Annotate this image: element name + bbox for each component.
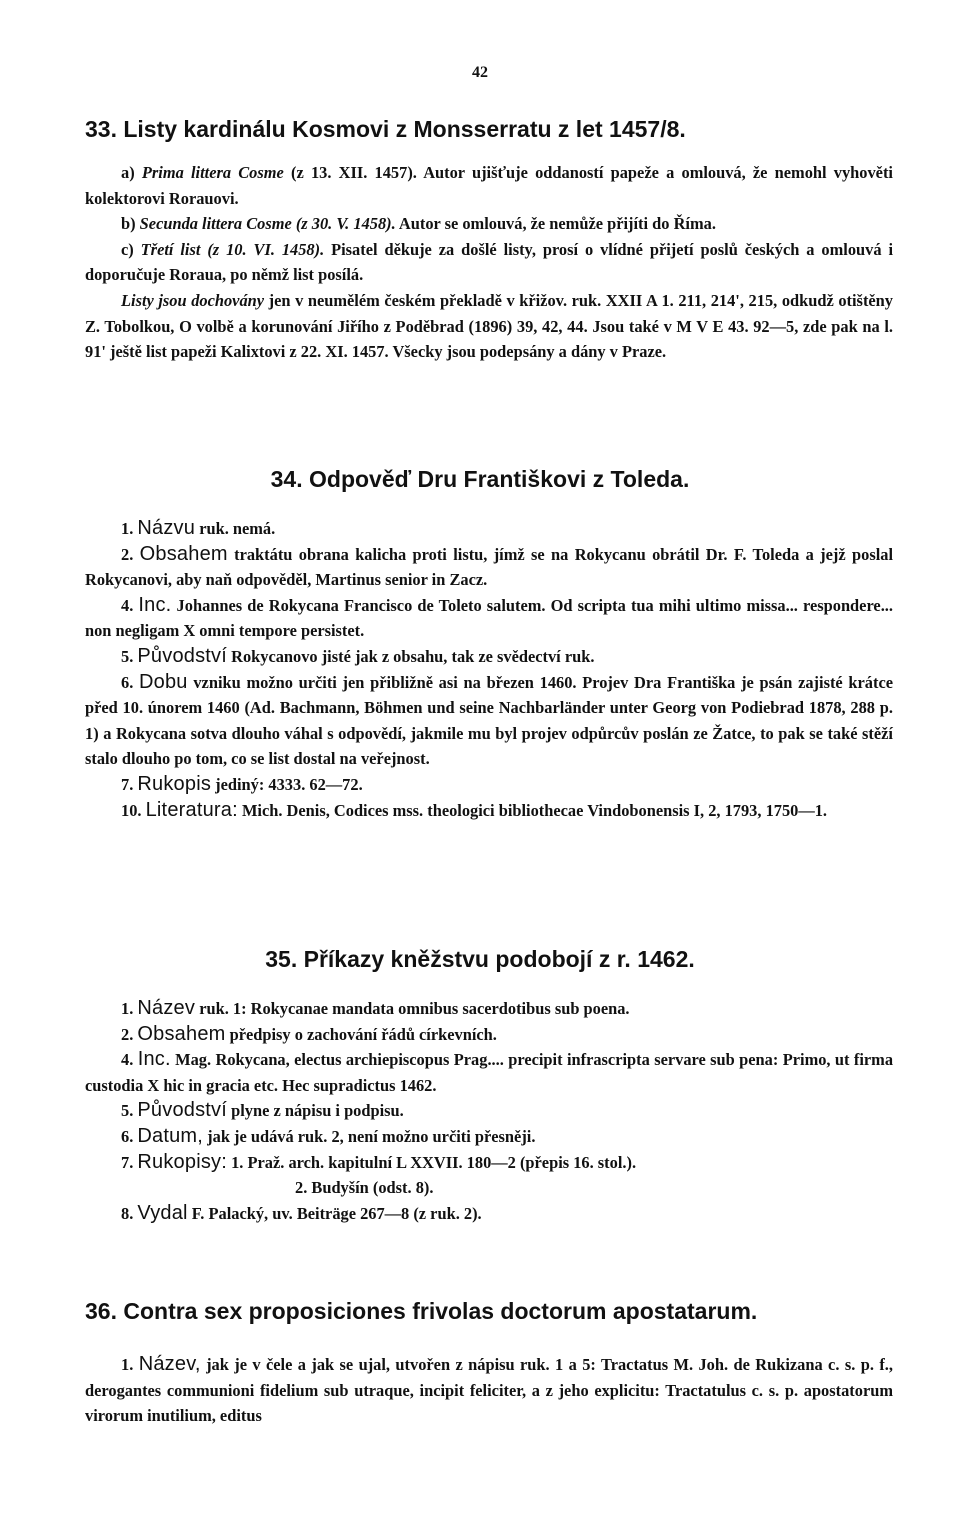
list-item: 6. Dobu vzniku možno určiti jen přibližně asi na březen 1460. Projev Dra Františka je psán zajisté krátce před 10. únorem 1460 (Ad. Bachmann, Böhmen und seine Nachbarländer unter Georg von Podiebrad 1878, 288 p. 1) a Rokycana sotva dlouho váhal s odpovědí, jakmile mu byl projev odpůrcův poslán ze Žatce, to pak se také stěží stalo dlouho po tom, co se list dostal na veřejnost. — [85, 670, 893, 769]
list-item: 8. Vydal F. Palacký, uv. Beiträge 267—8 (z ruk. 2). — [121, 1201, 482, 1224]
list-item: 2. Obsahem předpisy o zachování řádů církevních. — [121, 1022, 497, 1045]
list-item: 4. Inc. Johannes de Rokycana Francisco de Toleto salutem. Od scripta tua mihi ultimo missa... respondere... non negligam X omni tempore persistet. — [85, 593, 893, 641]
page-number: 42 — [472, 64, 488, 81]
list-item: 10. Literatura: Mich. Denis, Codices mss. theologici bibliothecae Vindobonensis I, 2, 1793, 1750—1. — [121, 798, 828, 821]
section-34-body — [85, 516, 893, 823]
list-item: 1. Názvu ruk. nemá. — [121, 517, 276, 539]
paragraph-note: Listy jsou dochovány jen v neumělém českém překladě v křižov. ruk. XXII A 1. 211, 214', 215, odkudž otištěny Z. Tobolkou, O volbě a korunování Jiřího z Poděbrad (1896) 39, 42, 44. Jsou také v M V E 43. 92—5, zde pak na l. 91' ještě list papeži Kalixtovi z 22. XI. 1457. Všecky jsou podepsány a dány v Praze. — [85, 290, 893, 362]
section-34-heading: 34. Odpověď Dru Františkovi z Toleda. — [270, 466, 690, 492]
section-35-body — [85, 996, 893, 1226]
list-item: 7. Rukopisy: 1. Praž. arch. kapitulní L XXVII. 180—2 (přepis 16. stol.). — [121, 1150, 637, 1173]
list-item: 5. Původství Rokycanovo jisté jak z obsahu, tak ze svědectví ruk. — [121, 644, 595, 667]
list-item: 1. Název, jak je v čele a jak se ujal, utvořen z nápisu ruk. 1 a 5: Tractatus M. Joh. de Rukizana c. s. p. f., derogantes communioni fidelium sub utraque, incipit feliciter, a z jeho explicitu: Tractatulus c. s. p. apostatorum virorum inutilium, editus — [85, 1353, 893, 1426]
list-item: 4. Inc. Mag. Rokycana, electus archiepiscopus Prag.... precipit infrascripta servare sub pena: Primo, ut firma custodia X hic in gracia etc. Hec supradictus 1462. — [85, 1048, 894, 1095]
section-36-heading: 36. Contra sex proposiciones frivolas doctorum apostatarum. — [85, 1298, 758, 1324]
section-36-body — [85, 1352, 893, 1429]
paragraph-c: c) Třetí list (z 10. VI. 1458). Pisatel děkuje za došlé listy, prosí o vlídné přijetí poslů českých a omlouvá i doporučuje Roraua, po němž list posílá. — [85, 239, 893, 285]
paragraph-a: a) Prima littera Cosme (z 13. XII. 1457). Autor ujišťuje oddaností papeže a omlouvá, že nemohl vyhověti kolektorovi Rorauovi. — [85, 163, 893, 208]
section-33-body — [85, 160, 893, 365]
list-item: 7. Rukopis jediný: 4333. 62—72. — [121, 772, 363, 795]
paragraph-b: b) Secunda littera Cosme (z 30. V. 1458). Autor se omlouvá, že nemůže přijíti do Říma. — [121, 214, 716, 234]
list-item-continuation: 2. Budyšín (odst. 8). — [295, 1178, 434, 1198]
list-item: 1. Název ruk. 1: Rokycanae mandata omnibus sacerdotibus sub poena. — [121, 997, 630, 1019]
list-item: 6. Datum, jak je udává ruk. 2, není možno určiti přesněji. — [121, 1124, 536, 1147]
section-33-heading: 33. Listy kardinálu Kosmovi z Monsserratu z let 1457/8. — [85, 116, 686, 142]
list-item: 2. Obsahem traktátu obrana kalicha proti listu, jímž se na Rokycanu obrátil Dr. F. Toleda a jejž poslal Rokycanovi, aby naň odpověděl, Martinus senior in Zacz. — [85, 542, 893, 590]
section-35-heading: 35. Příkazy kněžstvu podobojí z r. 1462. — [265, 946, 695, 972]
list-item: 5. Původství plyne z nápisu i podpisu. — [121, 1099, 404, 1122]
